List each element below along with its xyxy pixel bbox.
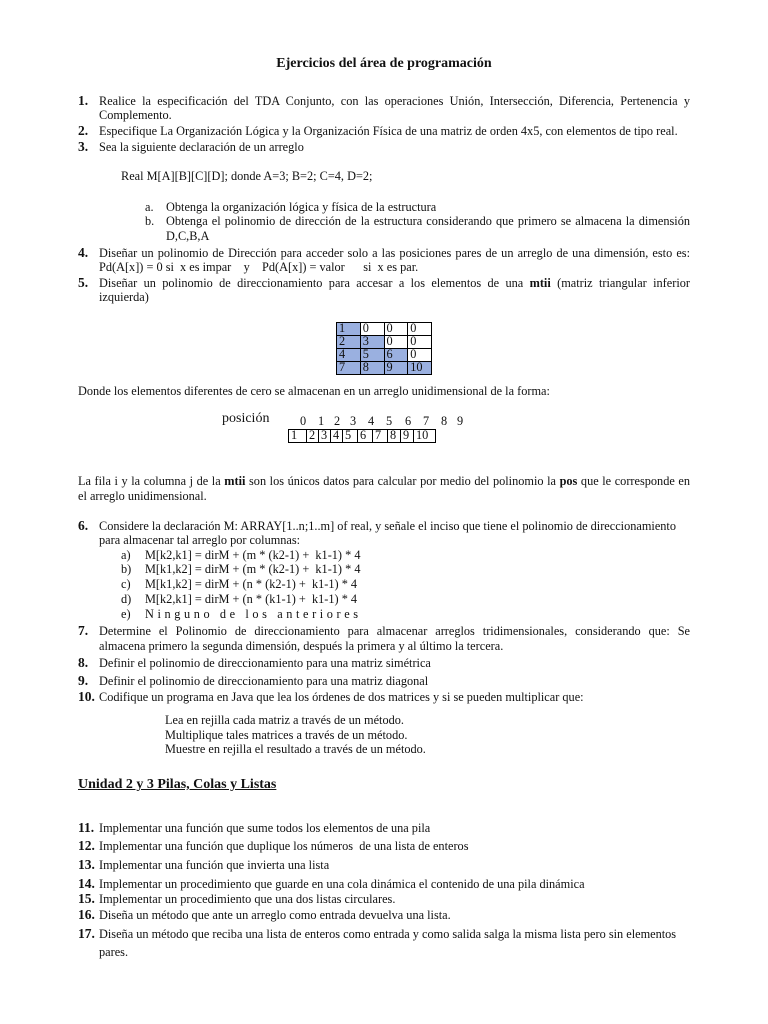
q4-line2: Pd(A[x]) = 0 si x es impar y Pd(A[x]) = valor si x es par. bbox=[99, 260, 419, 274]
q17-line2: pares. bbox=[99, 945, 129, 959]
q3b-line2: D,C,B,A bbox=[166, 229, 210, 243]
q10-subitem: Multiplique tales matrices a través de un método. bbox=[165, 728, 408, 742]
q9-number: 9. bbox=[78, 673, 89, 688]
q12-number: 12. bbox=[78, 838, 95, 853]
position-index: 7 bbox=[423, 414, 430, 428]
q6-option-text: M[k2,k1] = dirM + (m * (k2-1) + k1-1) * 4 bbox=[145, 548, 361, 562]
array-cell: 1 bbox=[289, 430, 307, 443]
matrix-cell: 0 bbox=[384, 323, 408, 336]
position-index: 9 bbox=[457, 414, 464, 428]
q6-option-text: Ninguno de los anteriores bbox=[145, 607, 362, 621]
matrix-cell: 0 bbox=[408, 323, 432, 336]
q6-line2: para almacenar tal arreglo por columnas: bbox=[99, 533, 301, 547]
page-title: Ejercicios del área de programación bbox=[276, 56, 492, 71]
q14-number: 14. bbox=[78, 876, 95, 891]
q2-number: 2. bbox=[78, 123, 89, 138]
q14-text: Implementar un procedimiento que guarde en una cola dinámica el contenido de una pila dinámica bbox=[99, 877, 585, 891]
q6-option-label: d) bbox=[121, 592, 132, 606]
matrix-cell: 10 bbox=[408, 362, 432, 375]
q12-text: Implementar una función que duplique los números de una lista de enteros bbox=[99, 839, 469, 853]
q2-text: Especifique La Organización Lógica y la Organización Física de una matriz de orden 4x5, con elementos de tipo real. bbox=[99, 124, 678, 138]
q8-text: Definir el polinomio de direccionamiento para una matriz simétrica bbox=[99, 656, 431, 670]
array-cell: 9 bbox=[401, 430, 414, 443]
position-index: 4 bbox=[368, 414, 375, 428]
q10-subitem: Muestre en rejilla el resultado a través de un método. bbox=[165, 742, 426, 756]
unidimensional-array bbox=[288, 429, 436, 443]
q1-line1: Realice la especificación del TDA Conjunto, con las operaciones Unión, Intersección, Diferencia, Pertenencia y bbox=[99, 94, 690, 108]
q5-line2: izquierda) bbox=[99, 290, 149, 304]
matrix-cell: 1 bbox=[337, 323, 361, 336]
q4-number: 4. bbox=[78, 245, 89, 260]
q6-line1: Considere la declaración M: ARRAY[1..n;1..m] of real, y señale el inciso que tiene el polinomio de direccionamiento bbox=[99, 519, 676, 533]
matrix-cell: 0 bbox=[408, 349, 432, 362]
q3-declaration: Real M[A][B][C][D]; donde A=3; B=2; C=4, D=2; bbox=[121, 169, 373, 183]
q6-option-label: b) bbox=[121, 562, 132, 576]
q13-text: Implementar una función que invierta una lista bbox=[99, 858, 330, 872]
q7-number: 7. bbox=[78, 623, 89, 638]
q13-number: 13. bbox=[78, 857, 95, 872]
q6-option-text: M[k1,k2] = dirM + (m * (k2-1) + k1-1) * 4 bbox=[145, 562, 361, 576]
q6-option-label: c) bbox=[121, 577, 131, 591]
matrix-cell: 9 bbox=[384, 362, 408, 375]
triangular-matrix bbox=[336, 322, 432, 375]
matrix-cell: 2 bbox=[337, 336, 361, 349]
position-index: 2 bbox=[334, 414, 341, 428]
explanation-line2: el arreglo unidimensional. bbox=[78, 489, 207, 503]
q5-text-post: (matriz triangular inferior bbox=[550, 276, 690, 290]
explanation-text: La fila i y la columna j de la bbox=[78, 474, 225, 488]
matrix-cell: 0 bbox=[384, 336, 408, 349]
q15-text: Implementar un procedimiento que una dos listas circulares. bbox=[99, 892, 396, 906]
q5-bold-term: mtii bbox=[529, 276, 551, 290]
matrix-cell: 7 bbox=[337, 362, 361, 375]
q11-number: 11. bbox=[78, 820, 95, 835]
q10-text: Codifique un programa en Java que lea los órdenes de dos matrices y si se pueden multiplicar que: bbox=[99, 690, 584, 704]
matrix-cell: 6 bbox=[384, 349, 408, 362]
array-cell: 4 bbox=[331, 430, 343, 443]
q1-line2: Complemento. bbox=[99, 108, 172, 122]
explanation-bold-mtii: mtii bbox=[224, 474, 246, 488]
q7-line1: Determine el Polinomio de direccionamiento para almacenar arreglos tridimensionales, considerando que: Se bbox=[99, 624, 690, 638]
array-cell: 8 bbox=[388, 430, 401, 443]
q16-number: 16. bbox=[78, 907, 95, 922]
explanation-bold-pos: pos bbox=[559, 474, 578, 488]
q3-number: 3. bbox=[78, 139, 89, 154]
q6-option-text: M[k2,k1] = dirM + (n * (k1-1) + k1-1) * 4 bbox=[145, 592, 358, 606]
section-heading: Unidad 2 y 3 Pilas, Colas y Listas bbox=[78, 777, 277, 792]
array-cell: 3 bbox=[319, 430, 331, 443]
array-cell: 2 bbox=[307, 430, 319, 443]
array-cell: 6 bbox=[358, 430, 373, 443]
q1-number: 1. bbox=[78, 93, 89, 108]
q6-option-text: M[k1,k2] = dirM + (n * (k2-1) + k1-1) * 4 bbox=[145, 577, 358, 591]
q15-number: 15. bbox=[78, 891, 95, 906]
q11-text: Implementar una función que sume todos los elementos de una pila bbox=[99, 821, 431, 835]
explanation-text: son los únicos datos para calcular por medio del polinomio la bbox=[245, 474, 560, 488]
array-cell: 10 bbox=[414, 430, 436, 443]
q6-option-label: a) bbox=[121, 548, 131, 562]
position-index: 5 bbox=[386, 414, 393, 428]
q3b-line1: Obtenga el polinomio de dirección de la estructura considerando que primero se almacena la dimensión bbox=[166, 214, 690, 228]
q10-number: 10. bbox=[78, 689, 95, 704]
q6-option-label: e) bbox=[121, 607, 131, 621]
position-index: 3 bbox=[350, 414, 357, 428]
q3-text: Sea la siguiente declaración de un arreglo bbox=[99, 140, 304, 154]
matrix-cell: 0 bbox=[408, 336, 432, 349]
q4-line1: Diseñar un polinomio de Dirección para acceder solo a las posiciones pares de un arreglo de una dimensión, esto es: bbox=[99, 246, 690, 260]
q10-subitem: Lea en rejilla cada matriz a través de un método. bbox=[165, 713, 404, 727]
array-cell: 5 bbox=[343, 430, 358, 443]
q3b-label: b. bbox=[145, 214, 155, 228]
position-index: 0 bbox=[300, 414, 307, 428]
q17-line1: Diseña un método que reciba una lista de enteros como entrada y como salida salga la misma lista pero sin elementos bbox=[99, 927, 677, 941]
explanation-text: que le corresponde en bbox=[577, 474, 690, 488]
q5-line1 bbox=[99, 276, 690, 291]
position-indices bbox=[290, 414, 476, 428]
matrix-note: Donde los elementos diferentes de cero se almacenan en un arreglo unidimensional de la forma: bbox=[78, 384, 550, 398]
matrix-cell: 0 bbox=[360, 323, 384, 336]
matrix-cell: 3 bbox=[360, 336, 384, 349]
matrix-cell: 4 bbox=[337, 349, 361, 362]
q3a-text: Obtenga la organización lógica y física de la estructura bbox=[166, 200, 437, 214]
q9-text: Definir el polinomio de direccionamiento para una matriz diagonal bbox=[99, 674, 429, 688]
q3a-label: a. bbox=[145, 200, 154, 214]
position-index: 8 bbox=[441, 414, 448, 428]
array-cell: 7 bbox=[373, 430, 388, 443]
q17-number: 17. bbox=[78, 926, 95, 941]
explanation-line1 bbox=[78, 474, 690, 489]
position-index: 1 bbox=[318, 414, 325, 428]
matrix-cell: 5 bbox=[360, 349, 384, 362]
q6-number: 6. bbox=[78, 518, 89, 533]
q16-text: Diseña un método que ante un arreglo como entrada devuelva una lista. bbox=[99, 908, 451, 922]
q5-text-pre: Diseñar un polinomio de direccionamiento para accesar a los elementos de una bbox=[99, 276, 530, 290]
matrix-cell: 8 bbox=[360, 362, 384, 375]
q5-number: 5. bbox=[78, 275, 89, 290]
position-index: 6 bbox=[405, 414, 412, 428]
q7-line2: almacena primero la segunda dimensión, después la primera y al último la tercera. bbox=[99, 639, 504, 653]
q8-number: 8. bbox=[78, 655, 89, 670]
posicion-label: posición bbox=[222, 411, 270, 426]
